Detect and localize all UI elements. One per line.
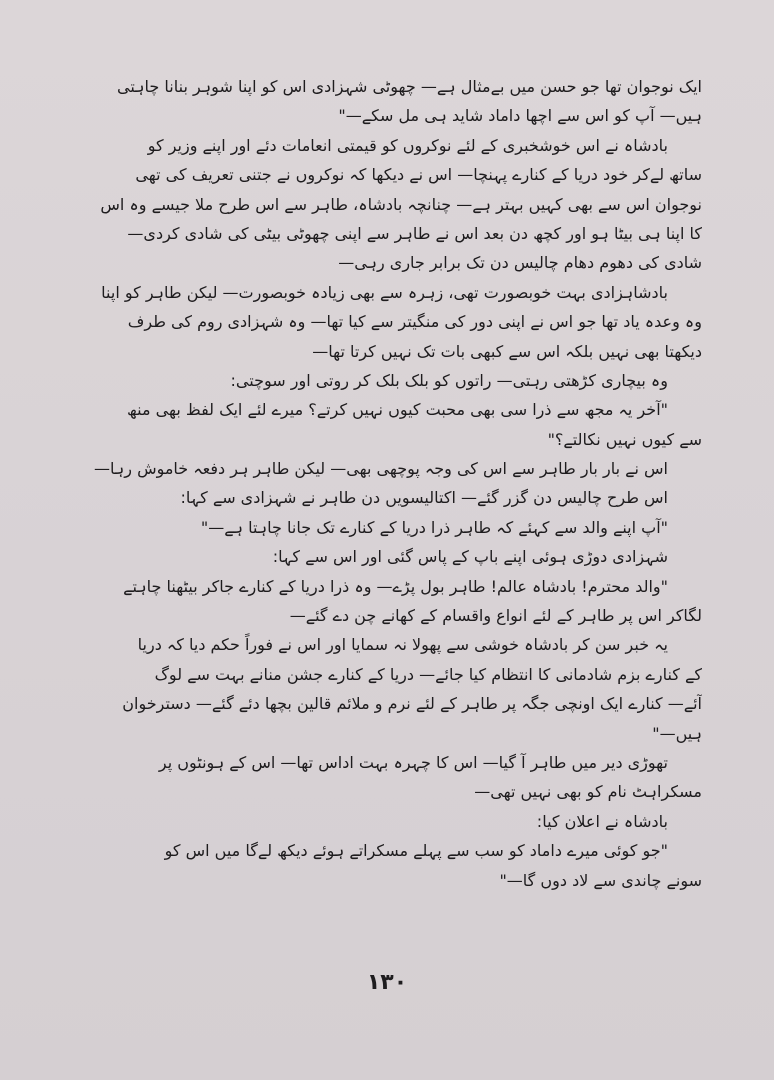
text-line: مسکراہٹ نام کو بھی نہیں تھی— <box>474 782 702 802</box>
text-line: شادی کی دھوم دھام چالیس دن تک برابر جاری رہی— <box>338 253 702 273</box>
text-line: بادشاہ نے اعلان کیا: <box>536 811 668 831</box>
text-line: نوجوان اس سے بھی کہیں بہتر ہے— چنانچہ بادشاہ، طاہر سے اس طرح ملا جیسے وہ اس <box>100 194 702 214</box>
page-number: ۱۳۰ <box>366 970 408 995</box>
text-line: ساتھ لےکر خود دریا کے کنارے پہنچا— اس نے دیکھا کہ نوکروں نے جتنی تعریف کی تھی <box>135 165 702 185</box>
text-line: کا اپنا ہی بیٹا ہو اور کچھ دن بعد اس نے طاہر سے اپنی چھوٹی بیٹی کی شادی کردی— <box>127 223 702 243</box>
text-line: شہزادی دوڑی ہوئی اپنے باپ کے پاس گئی اور اس سے کہا: <box>272 547 668 567</box>
text-line: ایک نوجوان تھا جو حسن میں بےمثال ہے— چھوٹی شہزادی اس کو اپنا شوہر بنانا چاہتی <box>117 77 702 96</box>
text-line: "والد محترم! بادشاہ عالم! طاہر بول پڑے— وہ ذرا دریا کے کنارے جاکر بیٹھنا چاہتے <box>123 576 668 596</box>
text-line: ہیں— آپ کو اس سے اچھا داماد شاید ہی مل سکے—" <box>338 106 702 126</box>
text-line: تھوڑی دیر میں طاہر آ گیا— اس کا چہرہ بہت اداس تھا— اس کے ہونٹوں پر <box>158 752 668 772</box>
text-line: "جو کوئی میرے داماد کو سب سے پہلے مسکراتے ہوئے دیکھ لےگا میں اس کو <box>164 841 668 861</box>
text-line: "آخر یہ مجھ سے ذرا سی بھی محبت کیوں نہیں کرتے؟ میرے لئے ایک لفظ بھی منھ <box>127 400 668 420</box>
text-line: وہ وعدہ یاد تھا جو اس نے اپنی دور کی منگیتر سے کیا تھا— وہ شہزادی روم کی طرف <box>127 312 702 332</box>
text-line: دیکھتا بھی نہیں بلکہ اس سے کبھی بات تک نہیں کرتا تھا— <box>312 341 702 361</box>
text-line: لگاکر اس پر طاہر کے لئے انواع واقسام کے کھانے چن دے گئے— <box>289 606 702 626</box>
text-line: سونے چاندی سے لاد دوں گا—" <box>499 870 702 890</box>
urdu-text-block <box>76 72 702 895</box>
text-line: "آپ اپنے والد سے کہئے کہ طاہر ذرا دریا کے کنارے تک جانا چاہتا ہے—" <box>200 517 668 537</box>
text-line: سے کیوں نہیں نکالتے؟" <box>547 429 702 449</box>
text-line: کے کنارے بزم شادمانی کا انتظام کیا جائے— دریا کے کنارے جشن منانے بہت سے لوگ <box>154 664 702 684</box>
text-line: بادشاہ نے اس خوشخبری کے لئے نوکروں کو قیمتی انعامات دئے اور اپنے وزیر کو <box>147 135 668 155</box>
text-line: وہ بیچاری کڑھتی رہتی— راتوں کو بلک بلک کر روتی اور سوچتی: <box>230 370 668 390</box>
text-line: یہ خبر سن کر بادشاہ خوشی سے پھولا نہ سمایا اور اس نے فوراً حکم دیا کہ دریا <box>137 635 668 655</box>
text-line: اس نے بار بار طاہر سے اس کی وجہ پوچھی بھی— لیکن طاہر ہر دفعہ خاموش رہا— <box>94 459 668 479</box>
text-line: اس طرح چالیس دن گزر گئے— اکتالیسویں دن طاہر نے شہزادی سے کہا: <box>180 488 668 508</box>
text-line: ہیں—" <box>652 723 702 743</box>
text-line: بادشاہزادی بہت خوبصورت تھی، زہرہ سے بھی زیادہ خوبصورت— لیکن طاہر کو اپنا <box>101 282 668 302</box>
text-line: آئے— کنارے ایک اونچی جگہ پر طاہر کے لئے نرم و ملائم قالین بچھا دئے گئے— دسترخوان <box>122 694 702 714</box>
